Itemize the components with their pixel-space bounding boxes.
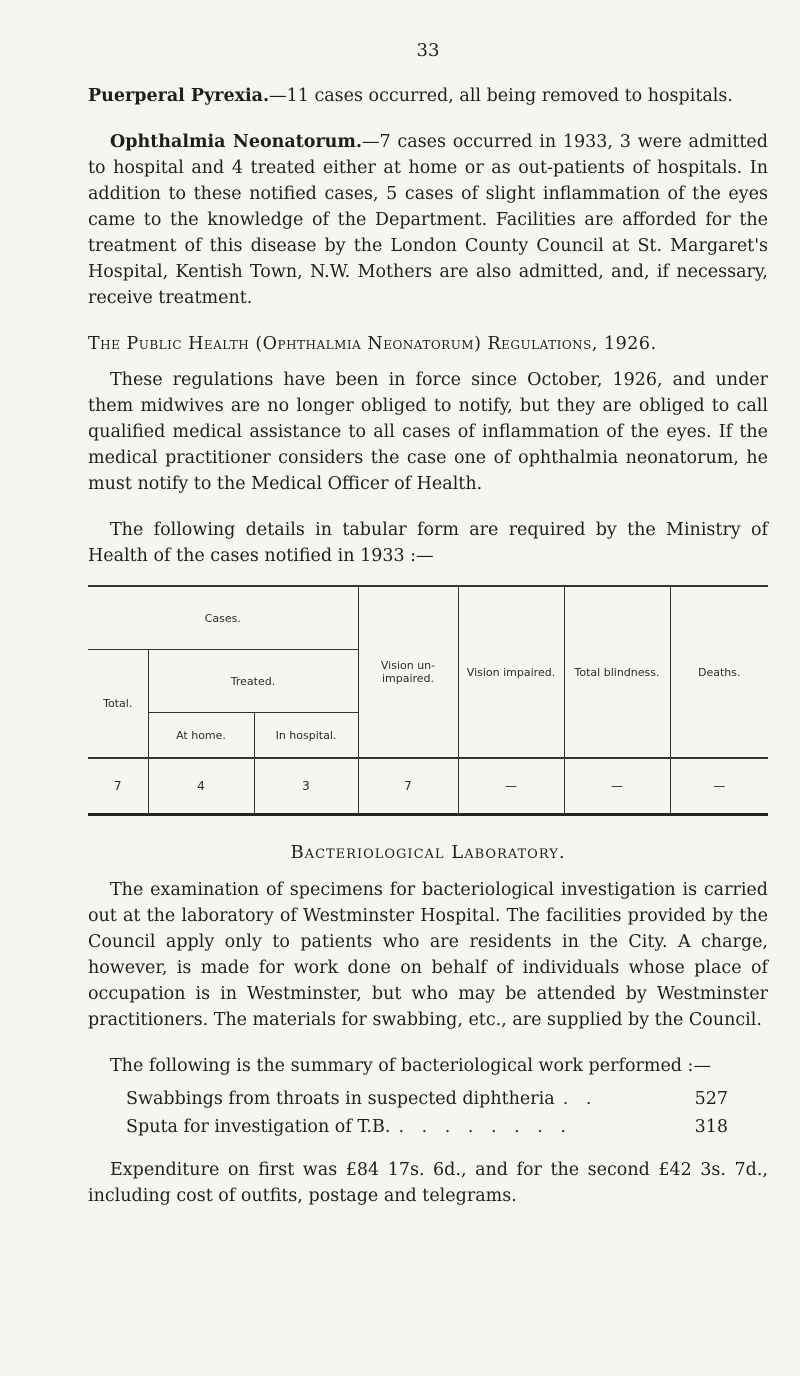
ophthalmia-text: —7 cases occurred in 1933, 3 were admitted to hospital and 4 treated either at home or as out-patients of hospitals. In addition to these notified cases, 5 cases of slight inflammation of the eyes came to the knowledge of the Department. Facilities are afforded for the treatment of this disease by the London County Council at St. Margaret's Hospital, Kentish Town, N.W. Mothers are also admitted, and, if necessary, receive treatment.: [88, 132, 768, 308]
summary-row-swabbings: [126, 1085, 768, 1113]
header-total: Total.: [88, 650, 148, 759]
summary-leader: . . . . . . . .: [398, 1117, 572, 1137]
summary-label: Sputa for investigation of T.B.: [126, 1117, 391, 1137]
ophthalmia-paragraph: [88, 129, 768, 311]
puerperal-paragraph: [88, 83, 768, 109]
header-treated: Treated.: [148, 650, 358, 713]
expenditure-paragraph: Expenditure on first was £84 17s. 6d., and for the second £42 3s. 7d., including cost of outfits, postage and telegrams.: [88, 1160, 768, 1206]
cell-total-blindness: —: [564, 758, 670, 815]
laboratory-heading: Bacteriological Laboratory.: [290, 842, 566, 863]
summary-intro: The following is the summary of bacteriological work performed :—: [110, 1056, 711, 1076]
regulations-paragraph: These regulations have been in force since October, 1926, and under them midwives are no longer obliged to notify, but they are obliged to call qualified medical assistance to all cases of inflammation of the eyes. If the medical practitioner considers the case one of ophthalmia neonatorum, he must notify to the Medical Officer of Health.: [88, 370, 768, 494]
header-vision-unimpaired: Vision un- impaired.: [358, 586, 458, 758]
cell-at-home: 4: [148, 758, 254, 815]
header-deaths: Deaths.: [670, 586, 768, 758]
cell-in-hospital: 3: [254, 758, 358, 815]
cell-deaths: —: [670, 758, 768, 815]
summary-value: 318: [694, 1117, 728, 1137]
page-number: 33: [416, 40, 440, 61]
header-at-home: At home.: [148, 713, 254, 759]
cell-vision-unimpaired: 7: [358, 758, 458, 815]
summary-leader: . .: [562, 1089, 598, 1109]
regulations-heading: The Public Health (Ophthalmia Neonatorum) Regulations, 1926.: [88, 334, 657, 354]
table-intro: The following details in tabular form are required by the Ministry of Health of the cases notified in 1933 :—: [88, 520, 768, 566]
summary-row-sputa: [126, 1113, 768, 1141]
puerperal-text: —11 cases occurred, all being removed to hospitals.: [269, 86, 733, 106]
summary-label: Swabbings from throats in suspected diphtheria: [126, 1089, 555, 1109]
cell-vision-impaired: —: [458, 758, 564, 815]
ophthalmia-lead: Ophthalmia Neonatorum.: [110, 132, 362, 152]
header-vision-impaired: Vision impaired.: [458, 586, 564, 758]
header-cases: Cases.: [88, 586, 358, 650]
header-in-hospital: In hospital.: [254, 713, 358, 759]
summary-value: 527: [694, 1089, 728, 1109]
puerperal-lead: Puerperal Pyrexia.: [88, 86, 270, 106]
ophthalmia-cases-table: [88, 585, 768, 816]
cell-total: 7: [88, 758, 148, 815]
table-row: [88, 758, 768, 815]
header-total-blindness: Total blindness.: [564, 586, 670, 758]
laboratory-paragraph: The examination of specimens for bacteriological investigation is carried out at the laboratory of Westminster Hospital. The facilities provided by the Council apply only to patients who are residents in the City. A charge, however, is made for work done on behalf of individuals whose place of occupation is in Westminster, but who may be attended by Westminster practitioners. The materials for swabbing, etc., are supplied by the Council.: [88, 880, 768, 1030]
document-page: [88, 40, 768, 1209]
